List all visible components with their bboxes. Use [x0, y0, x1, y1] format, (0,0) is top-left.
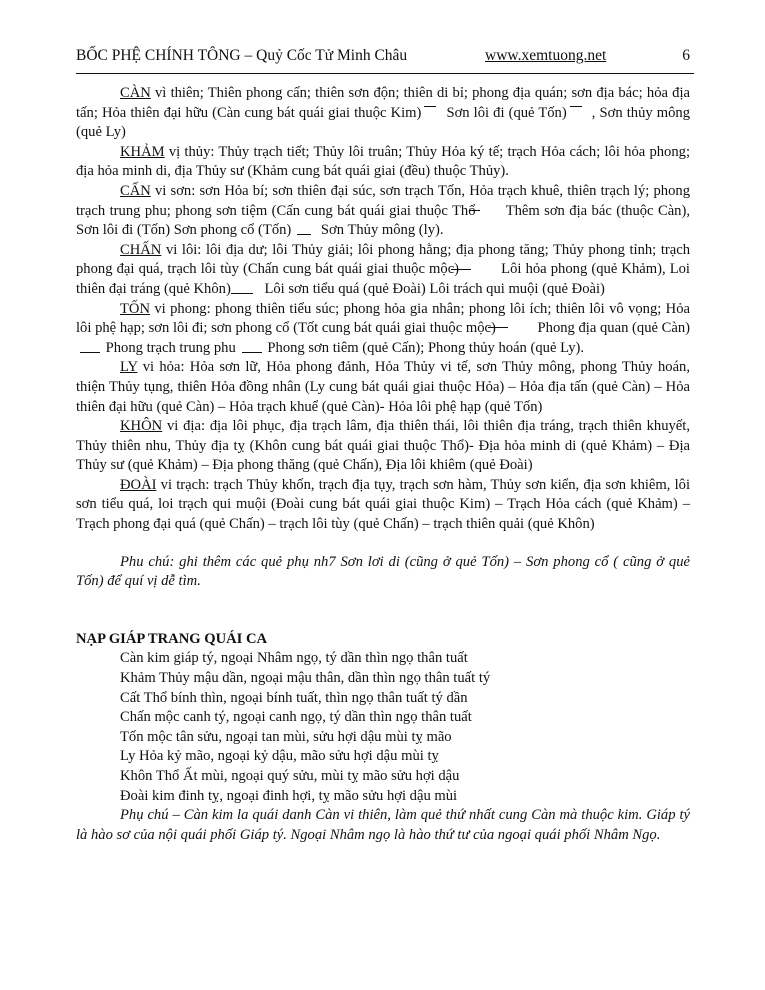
strike-mark — [488, 327, 508, 328]
trigram-paragraph-doai — [76, 476, 690, 535]
trigram-paragraph-kham — [76, 143, 690, 182]
trigram-paragraph-can — [76, 84, 690, 143]
paragraph-text: Thêm sơn địa bác (thuộc Càn), Sơn lôi đi (Tốn) Sơn phong cổ (Tốn) — [76, 202, 690, 239]
verse-line: Đoài kim đinh tỵ, ngoại đinh hợi, tỵ mão sửu hợi dậu mùi — [120, 787, 458, 804]
paragraph-text: vi phong: phong thiên tiểu súc; phong hỏa gia nhân; phong lôi ích; thiên lôi vô vọng; Hỏa lôi phệ hạp; sơn lôi đi; sơn phong cổ (Tốt cung bát quái giai thuộc mộc) — [76, 300, 690, 337]
dash-mark — [570, 106, 582, 107]
paragraph-text: vi sơn: sơn Hỏa bí; sơn thiên đại súc, sơn trạch Tốn, Hỏa trạch khuê, thiên trạch lý; phong trạch trung phu; phong sơn tiệm (Cấn cung bát quái giai thuộc Thổ — [76, 182, 690, 219]
footnote: Phu chú: ghi thêm các quẻ phụ nh7 Sơn lơi di (cũng ở quẻ Tốn) – Sơn phong cổ ( cũng ở quẻ Tốn) để quí vị dễ tìm. — [76, 553, 690, 590]
paragraph-text: , Sơn thủy mông (quẻ Ly) — [76, 104, 691, 141]
header-divider — [76, 73, 694, 74]
verse-line: Tốn mộc tân sửu, ngoại tan mùi, sửu hợi dậu mùi tỵ mão — [120, 728, 452, 745]
paragraph-text: Phong sơn tiêm (quẻ Cấn); Phong thủy hoán (quẻ Ly). — [263, 339, 585, 356]
paragraph-text: vị thủy: Thủy trạch tiết; Thủy lôi truân; Thủy Hỏa ký tế; trạch Hỏa cách; lôi hỏa phong; địa hỏa minh di, địa Thủy sư (Khảm cung bát quái giai (đều) thuộc Thủy). — [76, 143, 690, 180]
dash-mark — [231, 293, 253, 294]
paragraph-text: vi lôi: lôi địa dư; lôi Thủy giải; lôi phong hằng; địa phong tăng; Thủy phong tỉnh; trạch phong đại quá, trạch lôi tùy (Chấn cung bát quái giai thuộc mộc) — [76, 241, 690, 278]
verse-line: Khôn Thổ Ất mùi, ngoại quý sửu, mùi tỵ mão sửu hợi dậu — [120, 768, 460, 784]
verse-line: Càn kim giáp tý, ngoại Nhâm ngọ, tý dần thìn ngọ thân tuất — [120, 650, 468, 667]
section-heading: NẠP GIÁP TRANG QUÁI CA — [76, 630, 268, 647]
dash-mark — [80, 352, 100, 353]
trigram-name: CHẤN — [120, 241, 162, 258]
paragraph-text: Phong trạch trung phu — [102, 339, 236, 356]
strike-mark — [451, 269, 471, 270]
verse-line: Cất Thổ bính thìn, ngoại bính tuất, thìn ngọ thân tuất tý dần — [120, 689, 468, 706]
paragraph-text: vi địa: địa lôi phục, địa trạch lâm, địa thiên thái, lôi thiên địa tráng, trạch thiên khuyết, Thủy thiên nhu, Thủy địa tỵ (Khôn cung bát quái giai thuộc Thổ)- Địa hỏa minh di (quẻ Khảm) – Địa Thủy sư (quẻ Khảm) – Địa phong thăng (quẻ Chấn), Địa lôi khiêm (quẻ Đoài) — [76, 418, 690, 474]
website-link[interactable]: www.xemtuong.net — [485, 47, 607, 64]
trigram-name: CẤN — [120, 182, 151, 199]
trigram-paragraph-ly — [76, 358, 690, 417]
trigram-name: KHẢM — [120, 143, 165, 160]
trigram-paragraph-can-mountain — [76, 182, 690, 241]
verse-line: Ly Hỏa kỷ mão, ngoại kỷ dậu, mão sửu hợi dậu mùi tỵ — [120, 748, 439, 765]
paragraph-text: Phong địa quan (quẻ Càn) — [533, 320, 691, 337]
verse-line: Khảm Thủy mậu dần, ngoại mậu thân, dần thìn ngọ thân tuất tý — [120, 670, 491, 687]
dash-mark — [297, 234, 311, 235]
document-title: BỐC PHỆ CHÍNH TÔNG – Quỷ Cốc Tử Minh Châu — [76, 47, 408, 64]
trigram-paragraph-khon — [76, 417, 690, 476]
paragraph-text: Sơn Thủy mông (ly). — [317, 222, 444, 239]
paragraph-text: vì thiên; Thiên phong cấn; thiên sơn độn; thiên di bỉ; phong địa quán; sơn địa bác; hỏa địa tấn; Hỏa thiên đại hữu (Càn cung bát quái giai thuộc Kim) — [76, 85, 690, 121]
trigram-name: CÀN — [120, 85, 151, 101]
trigram-paragraph-chan — [76, 241, 690, 300]
dash-mark — [242, 352, 262, 353]
trigram-name: ĐOÀI — [120, 476, 157, 493]
paragraph-text: Lôi hỏa phong (quẻ Khảm), Loi thiên đại tráng (quẻ Khôn) — [76, 261, 690, 297]
page-header — [76, 46, 690, 66]
trigram-name: LY — [120, 359, 138, 376]
trigram-name: TỐN — [120, 300, 150, 317]
dash-mark — [424, 106, 436, 107]
paragraph-text: Lôi sơn tiểu quá (quẻ Đoài) Lôi trách qui muội (quẻ Đoài) — [260, 280, 605, 297]
page-number: 6 — [682, 47, 690, 64]
paragraph-text: Sơn lôi đi (quẻ Tốn) — [442, 104, 567, 121]
paragraph-text: vi trạch: trạch Thủy khốn, trạch địa tụy, trạch sơn hàm, Thủy sơn kiển, địa sơn khiêm, lôi sơn tiểu quá, loi trạch qui muội (Đoài cung bát quái giai thuộc Kim) – Trạch Hỏa cách (quẻ Khảm) – Trạch phong đại quá (quẻ Chấn) – trạch lôi tùy (quẻ Chấn) – trạch thiên quải (quẻ Khôn) — [76, 476, 690, 533]
strike-mark — [470, 210, 480, 211]
trigram-paragraph-ton — [76, 300, 690, 359]
paragraph-text: vi hỏa: Hỏa sơn lữ, Hỏa phong đảnh, Hỏa Thủy vi tế, sơn Thủy mông, phong Thủy hoán, thiện Thủy tụng, thiên Hỏa đồng nhân (Ly cung bát quái giai thuộc Hỏa) – Hỏa địa tấn (quẻ Càn) – Hỏa thiên đại hữu (quẻ Càn) – Hỏa trạch khuể (quẻ Càn)- Hỏa lôi phệ hạp (quẻ Tốn) — [76, 359, 690, 415]
page-body — [76, 84, 690, 845]
trigram-name: KHÔN — [120, 418, 163, 435]
verse-line: Chấn mộc canh tý, ngoại canh ngọ, tý dần thìn ngọ thân tuất — [120, 709, 472, 726]
section-footnote: Phụ chú – Càn kim la quái danh Càn vi thiên, làm quẻ thứ nhất cung Càn mà thuộc kim. Giáp tý là hào sơ của nội quái phối Giáp tý. Ngoại Nhâm ngọ là hào thứ tư của ngoại quái phối Nhâm Ngọ. — [76, 807, 690, 843]
